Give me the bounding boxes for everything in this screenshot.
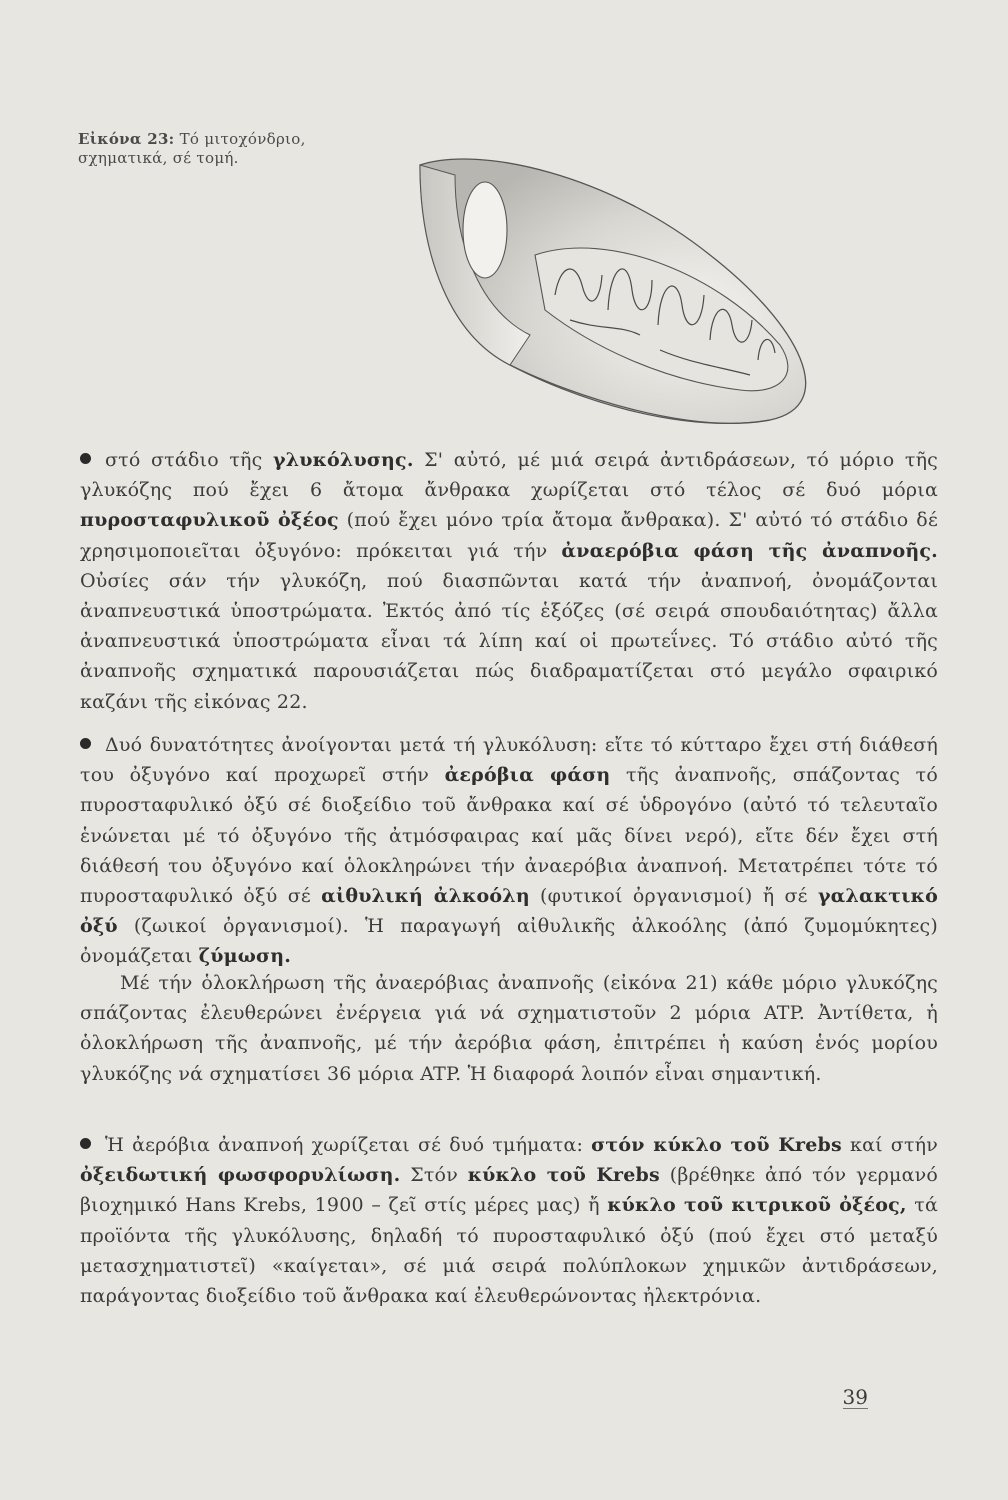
bold-term: γαλακτικό ὀξύ bbox=[80, 885, 938, 938]
bullet-icon bbox=[80, 453, 91, 464]
text-span: Στόν bbox=[400, 1164, 468, 1187]
text-span: Σ' αὐτό, μέ μιά σειρά ἀντιδράσεων, τό μόριο τῆς γλυκόζης πού ἔχει 6 ἄτομα ἄνθρακα χωρίζεται στό τέλος σέ δυό μόρια bbox=[80, 449, 938, 502]
caption-label: Εἰκόνα 23: bbox=[78, 130, 175, 148]
text-span: Δυό δυνατότητες ἀνοίγονται μετά τή γλυκόλυση: εἴτε τό κύτταρο ἔχει στή διάθεσή του ὀξυγόνο καί προχωρεῖ στήν bbox=[80, 734, 938, 787]
text-span: (πού ἔχει μόνο τρία ἄτομα ἄνθρακα). Σ' αὐτό τό στάδιο δέ χρησιμοποιεῖται ὀξυγόνο: πρόκειται γιά τήν bbox=[80, 509, 938, 562]
caption-line1: Τό μιτοχόνδριο, bbox=[179, 130, 306, 148]
bold-term: κύκλο τοῦ Krebs bbox=[467, 1164, 660, 1187]
text-span: τῆς ἀναπνοῆς, σπάζοντας τό πυροσταφυλικό ὀξύ σέ διοξείδιο τοῦ ἄνθρακα καί σέ ὑδρογόνο (αὐτό τό τελευταῖο ἑνώνεται μέ τό ὀξυγόνο τῆς ἀτμόσφαιρας καί μᾶς δίνει νερό), εἴτε δέν ἔχει στή διάθεσή του ὀξυγόνο καί ὁλοκληρώνει τήν ἀναερόβια ἀναπνοή. Μετατρέπει τότε τό πυροσταφυλικό ὀξύ σέ bbox=[80, 764, 939, 908]
text-span: καί στήν bbox=[841, 1134, 939, 1156]
inner-opening bbox=[463, 182, 507, 278]
bold-term: κύκλο τοῦ κιτρικοῦ ὀξέος, bbox=[607, 1194, 907, 1217]
text-span: Μέ τήν ὁλοκλήρωση τῆς ἀναερόβιας ἀναπνοῆς (εἰκόνα 21) κάθε μόριο γλυκόζης σπάζοντας ἐλευθερώνει ἐνέργεια γιά νά σχηματιστοῦν 2 μόρια ATP. Ἀντίθετα, ἡ ὁλοκλήρωση τῆς ἀναπνοῆς, μέ τήν ἀερόβια φάση, ἐπιτρέπει ἡ καύση ἑνός μορίου γλυκόζης νά σχηματίσει 36 μόρια ATP. Ἡ διαφορά λοιπόν εἶναι σημαντική. bbox=[80, 972, 938, 1085]
bold-term: ἀναερόβια φάση τῆς ἀναπνοῆς. bbox=[561, 539, 938, 562]
text-span: Οὐσίες σάν τήν γλυκόζη, πού διασπῶνται κατά τήν ἀναπνοή, ὀνομάζονται ἀναπνευστικά ὑποστρώματα. Ἐκτός ἀπό τίς ἑξόζες (σέ σειρά σπουδαιότητας) ἄλλα ἀναπνευστικά ὑποστρώματα εἶναι τά λίπη καί οἱ πρωτεΐνες. Τό στάδιο αὐτό τῆς ἀναπνοῆς σχηματικά παρουσιάζεται πώς διαδραματίζεται στό μεγάλο σφαιρικό καζάνι τῆς εἰκόνας 22. bbox=[80, 569, 938, 713]
bold-term: ζύμωση. bbox=[198, 945, 292, 968]
text-span: (ζωικοί ὀργανισμοί). Ἡ παραγωγή αἰθυλικῆς ἀλκοόλης (ἀπό ζυμομύκητες) ὀνομάζεται bbox=[80, 915, 938, 968]
bold-term: ἀερόβια φάση bbox=[444, 764, 611, 787]
text-span: Ἡ ἀερόβια ἀναπνοή χωρίζεται σέ δυό τμήματα: bbox=[105, 1134, 592, 1156]
text-span: τά προϊόντα τῆς γλυκόλυσης, δηλαδή τό πυροσταφυλικό ὀξύ (πού ἔχει στό μεταξύ μετασχηματιστεῖ) «καίγεται», σέ μιά σειρά πολύπλοκων χημικῶν ἀντιδράσεων, παράγοντας διοξείδιο τοῦ ἄνθρακα καί ἐλευθερώνοντας ἠλεκτρόνια. bbox=[80, 1194, 939, 1308]
bold-term: ὀξειδωτική φωσφορυλίωση. bbox=[80, 1164, 401, 1187]
caption-line2: σχηματικά, σέ τομή. bbox=[78, 149, 239, 167]
text-span: (βρέθηκε ἀπό τόν γερμανό βιοχημικό Hans Krebs, 1900 – ζεῖ στίς μέρες μας) ἤ bbox=[80, 1164, 938, 1217]
bold-term: αἰθυλική ἀλκοόλη bbox=[321, 885, 530, 908]
figure-caption bbox=[78, 130, 306, 168]
bullet-icon bbox=[80, 1138, 91, 1149]
bullet-icon bbox=[80, 738, 91, 749]
paragraph-atp-comparison bbox=[80, 968, 938, 1089]
bold-term: γλυκόλυσης. bbox=[272, 449, 414, 471]
text-span: στό στάδιο τῆς bbox=[105, 449, 273, 471]
paragraph-krebs-cycle bbox=[80, 1130, 938, 1311]
bold-term: στόν κύκλο τοῦ Krebs bbox=[591, 1134, 842, 1156]
bold-term: πυροσταφυλικοῦ ὀξέος bbox=[80, 509, 339, 532]
text-span: (φυτικοί ὀργανισμοί) ἤ σέ bbox=[529, 885, 818, 908]
paragraph-two-possibilities bbox=[80, 730, 938, 972]
mitochondrion-figure bbox=[360, 135, 830, 435]
page-number: 39 bbox=[842, 1385, 868, 1409]
paragraph-glycolysis bbox=[80, 445, 938, 717]
